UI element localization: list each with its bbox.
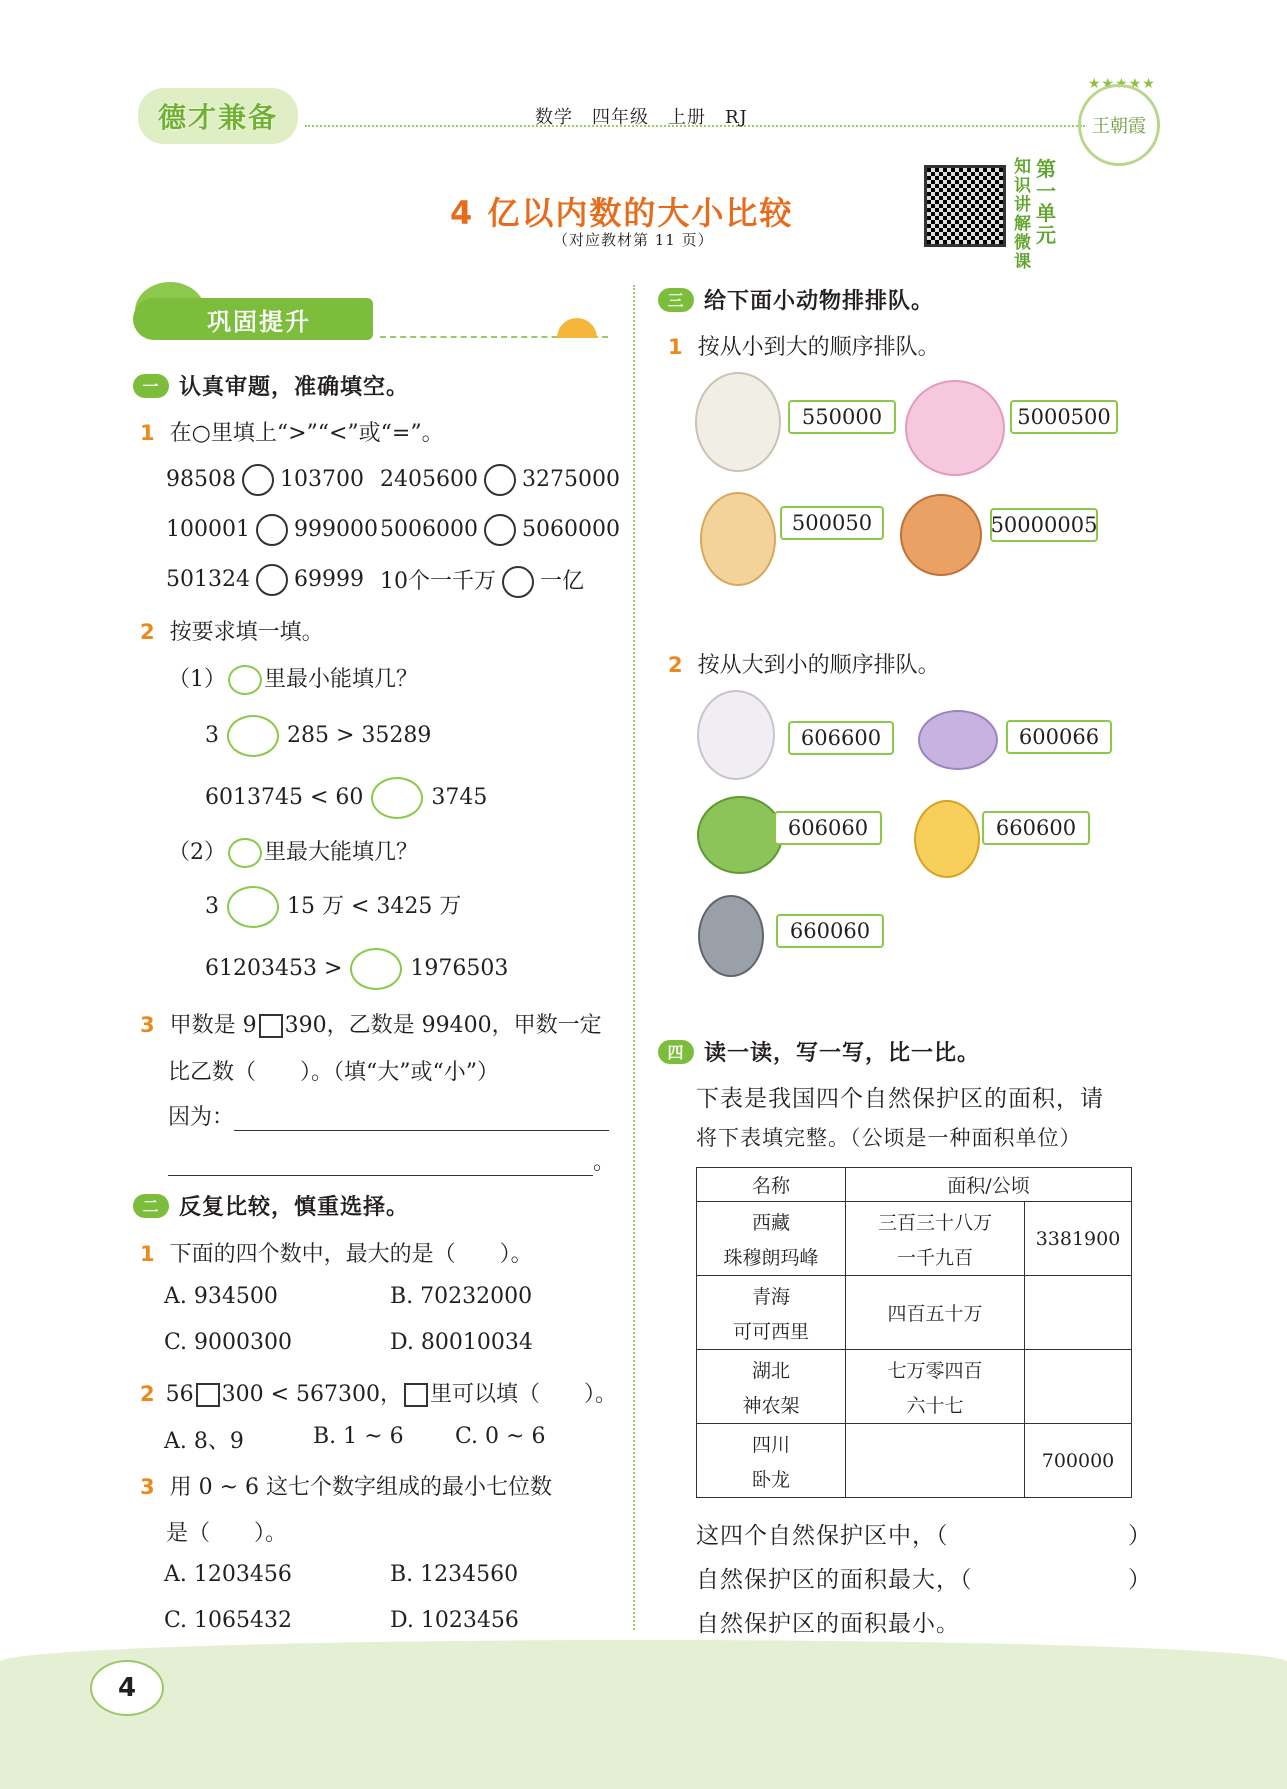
- reserve-table: [696, 1167, 1132, 1498]
- cloud-blank[interactable]: [350, 948, 402, 990]
- expr-left: 3: [205, 894, 219, 919]
- option[interactable]: D. 80010034: [390, 1330, 533, 1355]
- part-label: （2）: [168, 840, 226, 865]
- cloud-blank-icon: [228, 665, 262, 695]
- option[interactable]: A. 8、9: [164, 1429, 244, 1454]
- words-cell[interactable]: [846, 1350, 1025, 1424]
- section-1-title: 认真审题，准确填空。: [179, 375, 410, 400]
- answer-circle[interactable]: [484, 514, 516, 546]
- name-line: 珠穆朗玛峰: [723, 1246, 819, 1269]
- conclusion-line-3: 自然保护区的面积最小。: [696, 1611, 960, 1637]
- q2-2: [140, 1377, 617, 1408]
- animal-number: 660060: [776, 914, 884, 948]
- q-text: 390，乙数是 99400，甲数一定: [284, 1013, 602, 1038]
- page-title: 4 亿以内数的大小比较: [450, 194, 794, 232]
- table-row: [697, 1202, 1132, 1276]
- pony-icon: [905, 380, 1005, 476]
- subject-label: 数学 四年级 上册 RJ: [535, 107, 748, 128]
- name-cell: [697, 1424, 846, 1498]
- part-text: 里最大能填几？: [264, 840, 419, 865]
- square-blank-icon: [404, 1383, 428, 1407]
- words-line: 六十七: [906, 1394, 964, 1417]
- expr-right: 15 万 < 3425 万: [287, 894, 462, 919]
- section-2-heading: [133, 1190, 409, 1221]
- q1-3-line2: 比乙数（ ）。（填“大”或“小”）: [168, 1060, 499, 1085]
- q-text: 在○里填上“>”“<”或“=”。: [169, 421, 444, 446]
- q1-2-part2: [168, 835, 418, 868]
- frog-icon: [697, 796, 783, 874]
- q-text: 甲数是 9: [169, 1013, 257, 1038]
- compare-left: 2405600: [380, 467, 478, 492]
- q-number: 3: [140, 1013, 155, 1037]
- q-text: 按从大到小的顺序排队。: [697, 653, 940, 678]
- animal-number: 606600: [788, 721, 894, 755]
- part-label: （1）: [168, 667, 226, 692]
- qr-label: 知识讲解微课: [1014, 157, 1031, 272]
- section-banner: 巩固提升: [133, 298, 373, 340]
- name-line: 湖北: [751, 1359, 790, 1382]
- compare-left: 5006000: [380, 517, 478, 542]
- conclusion-line-2: 自然保护区的面积最大，（: [696, 1567, 973, 1593]
- option[interactable]: B. 1234560: [390, 1562, 519, 1587]
- square-blank[interactable]: [259, 1014, 283, 1038]
- author-seal: 王朝霞: [1078, 84, 1160, 166]
- q-text: 按从小到大的顺序排队。: [697, 335, 940, 360]
- name-line: 可可西里: [732, 1320, 809, 1343]
- sheep-icon: [695, 372, 781, 472]
- number-cell[interactable]: [1025, 1276, 1132, 1350]
- q-text: 用 0 ~ 6 这七个数字组成的最小七位数: [169, 1475, 553, 1500]
- answer-line[interactable]: [168, 1149, 593, 1176]
- expr-right: 3745: [431, 785, 488, 810]
- fill-expr: [205, 715, 431, 757]
- q2-3-line2: 是（ ）。: [166, 1521, 288, 1546]
- answer-circle[interactable]: [256, 564, 288, 596]
- number-cell[interactable]: 700000: [1025, 1424, 1132, 1498]
- option[interactable]: A. 1203456: [164, 1562, 292, 1587]
- expr-right: 285 > 35289: [287, 723, 432, 748]
- animal-number: 550000: [788, 400, 896, 434]
- q1-3: [140, 1008, 602, 1039]
- name-line: 西藏: [751, 1211, 790, 1234]
- name-line: 青海: [751, 1285, 790, 1308]
- option[interactable]: B. 70232000: [390, 1284, 533, 1309]
- words-cell[interactable]: [846, 1424, 1025, 1498]
- snail-icon: [918, 710, 998, 770]
- page-subtitle: （对应教材第 11 页）: [553, 231, 714, 249]
- q2-3: [140, 1470, 552, 1501]
- option[interactable]: B. 1 ~ 6: [313, 1424, 404, 1449]
- fill-expr: [205, 777, 487, 819]
- words-cell[interactable]: [846, 1202, 1025, 1276]
- compare-left: 501324: [166, 567, 250, 592]
- compare-left: 10个一千万: [380, 569, 496, 594]
- expr-left: 3: [205, 723, 219, 748]
- table-row: [697, 1424, 1132, 1498]
- option[interactable]: C. 9000300: [164, 1330, 293, 1355]
- animal-number: 660600: [982, 811, 1090, 845]
- monkey-icon: [900, 494, 982, 576]
- cloud-blank-icon: [228, 838, 262, 868]
- q-number: 2: [140, 1382, 155, 1406]
- compare-row: [166, 564, 364, 596]
- page-number: 4: [90, 1660, 164, 1716]
- expr-left: 61203453 >: [205, 956, 343, 981]
- words-cell[interactable]: [846, 1276, 1025, 1350]
- q-text: 300 < 567300，: [221, 1382, 403, 1407]
- option[interactable]: A. 934500: [164, 1284, 278, 1309]
- expr-right: 1976503: [410, 956, 509, 981]
- q-text: 里可以填（ ）。: [430, 1382, 618, 1407]
- table-header: [697, 1168, 1132, 1202]
- answer-line[interactable]: [234, 1104, 609, 1131]
- words-line: 七万零四百: [887, 1359, 983, 1382]
- section-4-badge: 四: [658, 1040, 694, 1064]
- cloud-blank[interactable]: [371, 777, 423, 819]
- section-2-badge: 二: [133, 1194, 169, 1218]
- compare-right: 3275000: [521, 467, 620, 492]
- q-number: 1: [140, 421, 155, 445]
- header-cell: 名称: [697, 1168, 846, 1202]
- expr-left: 6013745 < 60: [205, 785, 364, 810]
- name-line: 四川: [751, 1433, 790, 1456]
- cat-icon: [700, 492, 776, 586]
- cloud-blank[interactable]: [227, 886, 279, 928]
- cloud-blank[interactable]: [227, 715, 279, 757]
- section-3-title: 给下面小动物排排队。: [704, 289, 935, 314]
- name-cell: [697, 1202, 846, 1276]
- compare-right: 999000: [293, 517, 378, 542]
- table-row: [697, 1276, 1132, 1350]
- sec4-intro: 将下表填完整。（公顷是一种面积单位）: [696, 1126, 1082, 1150]
- section-3-heading: [658, 284, 934, 315]
- words-line: 四百五十万: [887, 1303, 983, 1325]
- compare-right: 一亿: [540, 569, 585, 594]
- compare-left: 98508: [166, 467, 236, 492]
- answer-circle[interactable]: [502, 566, 534, 598]
- compare-right: 69999: [293, 567, 364, 592]
- words-line: 三百三十八万: [877, 1211, 992, 1234]
- animal-number: 606060: [774, 811, 882, 845]
- part-text: 里最小能填几？: [264, 667, 419, 692]
- animal-number: 600066: [1006, 720, 1112, 754]
- section-1-badge: 一: [133, 374, 169, 398]
- q1-3-line4: [168, 1145, 615, 1176]
- q3-1: [668, 330, 940, 361]
- brand-logo: 德才兼备: [138, 88, 298, 144]
- fill-expr: [205, 948, 508, 990]
- q1-1: [140, 416, 444, 447]
- column-divider: [633, 285, 635, 1630]
- q3-2: [668, 648, 940, 679]
- compare-row: [166, 464, 364, 496]
- option[interactable]: D. 1023456: [390, 1608, 519, 1633]
- option[interactable]: C. 0 ~ 6: [455, 1424, 546, 1449]
- q1-3-line3: [168, 1100, 609, 1131]
- fill-expr: [205, 886, 461, 928]
- conclusion-line-1: 这四个自然保护区中，（: [696, 1523, 949, 1549]
- stars-icon: ★★★★★: [1088, 76, 1156, 92]
- name-cell: [697, 1276, 846, 1350]
- section-4-title: 读一读，写一写，比一比。: [704, 1041, 981, 1066]
- because-label: 因为：: [168, 1105, 235, 1130]
- animal-number: 50000005: [990, 508, 1098, 542]
- option[interactable]: C. 1065432: [164, 1608, 293, 1633]
- answer-circle[interactable]: [484, 464, 516, 496]
- section-2-title: 反复比较，慎重选择。: [179, 1195, 410, 1220]
- section-1-heading: [133, 370, 409, 401]
- q1-2-part1: [168, 662, 418, 695]
- sec4-intro: 下表是我国四个自然保护区的面积，请: [696, 1086, 1104, 1112]
- compare-row: [166, 514, 378, 546]
- compare-row: [380, 564, 584, 598]
- answer-circle[interactable]: [256, 514, 288, 546]
- q-number: 1: [140, 1242, 155, 1266]
- words-line: 一千九百: [896, 1246, 973, 1269]
- rabbit-icon: [697, 690, 775, 780]
- sunset-icon: [557, 318, 597, 338]
- footer-band: [0, 1640, 1287, 1789]
- chick-icon: [914, 800, 980, 878]
- animal-number: 500050: [780, 506, 884, 540]
- compare-left: 100001: [166, 517, 250, 542]
- header-cell: 面积/公顷: [846, 1168, 1132, 1202]
- q-number: 2: [668, 653, 683, 677]
- husky-icon: [698, 895, 764, 977]
- compare-right: 5060000: [521, 517, 620, 542]
- q-number: 1: [668, 335, 683, 359]
- q2-1: [140, 1237, 533, 1268]
- q1-2: [140, 615, 324, 646]
- section-4-heading: [658, 1036, 980, 1067]
- compare-row: [380, 514, 620, 546]
- q-text: 下面的四个数中，最大的是（ ）。: [169, 1242, 533, 1267]
- q-number: 3: [140, 1475, 155, 1499]
- paren-close: ）: [1128, 1567, 1151, 1593]
- name-cell: [697, 1350, 846, 1424]
- period: 。: [593, 1150, 616, 1175]
- animal-number: 5000500: [1010, 400, 1118, 434]
- q-text: 按要求填一填。: [169, 620, 324, 645]
- paren-close: ）: [1128, 1523, 1151, 1549]
- number-cell[interactable]: 3381900: [1025, 1202, 1132, 1276]
- unit-label: 第一单元: [1036, 157, 1056, 247]
- name-line: 卧龙: [751, 1468, 790, 1491]
- square-blank[interactable]: [196, 1383, 220, 1407]
- q-text: 56: [165, 1382, 194, 1407]
- compare-row: [380, 464, 620, 496]
- section-3-badge: 三: [658, 288, 694, 312]
- number-cell[interactable]: [1025, 1350, 1132, 1424]
- q-number: 2: [140, 620, 155, 644]
- name-line: 神农架: [742, 1394, 800, 1417]
- table-row: [697, 1350, 1132, 1424]
- answer-circle[interactable]: [242, 464, 274, 496]
- compare-right: 103700: [280, 467, 364, 492]
- qr-code-icon[interactable]: [924, 165, 1006, 247]
